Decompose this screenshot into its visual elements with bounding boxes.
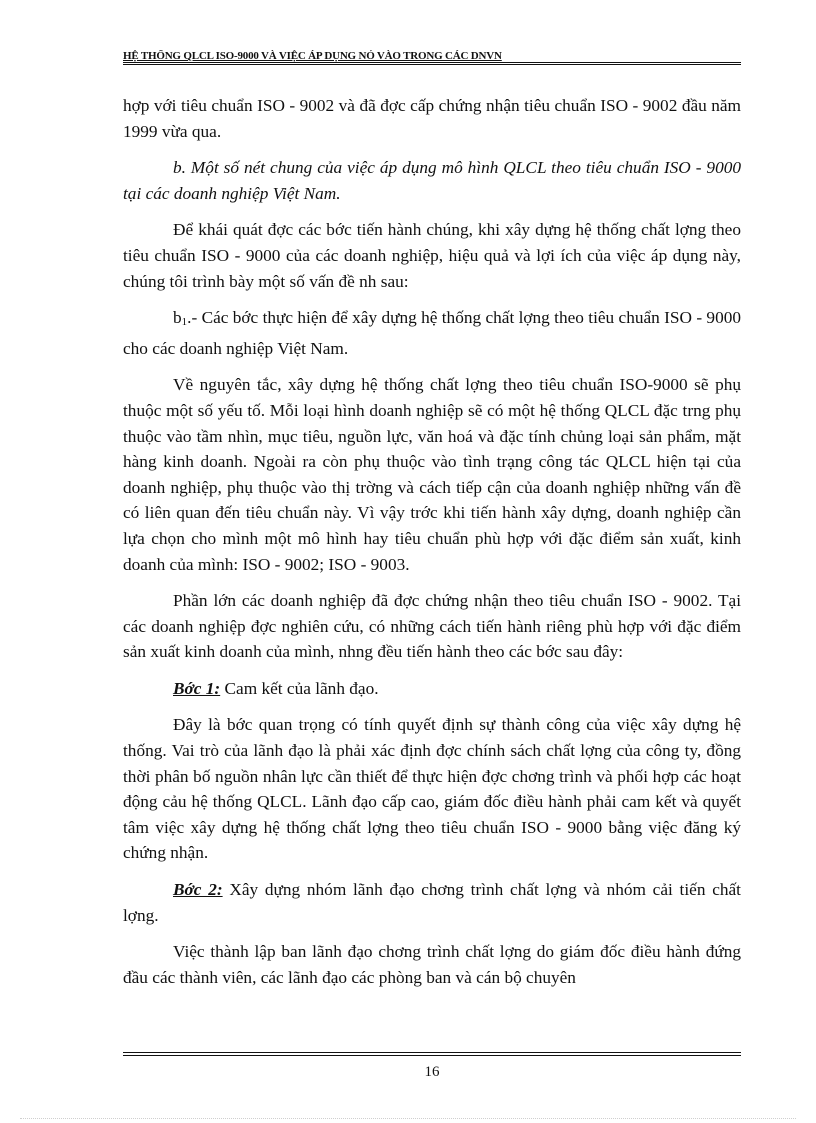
step-1-text: Cam kết của lãnh đạo. [220, 678, 379, 698]
paragraph-1: hợp với tiêu chuẩn ISO - 9002 và đã đợc cấp chứng nhận tiêu chuẩn ISO - 9002 đầu năm 1999 vừa qua. [123, 96, 741, 141]
section-heading-b: b. Một số nét chung của việc áp dụng mô hình QLCL theo tiêu chuẩn ISO - 9000 tại các doanh nghiệp Việt Nam. [123, 158, 741, 203]
b1-subscript: 1 [181, 316, 188, 329]
step-2-label: Bớc 2: [173, 880, 223, 900]
paragraph-6: Phần lớn các doanh nghiệp đã đợc chứng nhận theo tiêu chuẩn ISO - 9002. Tại các doanh nghiệp đợc nghiên cứu, có những cách tiến hành riêng phù hợp với đặc điểm sản xuất kinh doanh của mình, nhng đều tiến hành theo các bớc sau đây: [123, 591, 741, 662]
step-1 [123, 676, 741, 702]
paragraph-5: Về nguyên tắc, xây dựng hệ thống chất lợng theo tiêu chuẩn ISO-9000 sẽ phụ thuộc một số yếu tố. Mỗi loại hình doanh nghiệp sẽ có một hệ thống QLCL đặc trng phụ thuộc vào tầm nhìn, mục tiêu, nguồn lực, văn hoá và đặc tính chủng loại sản phẩm, mặt hàng kinh doanh. Ngoài ra còn phụ thuộc vào tình trạng công tác QLCL hiện tại của doanh nghiệp, phụ thuộc vào thị trờng và cách tiếp cận của doanh nghiệp những vấn đề có liên quan đến tiêu chuẩn này. Vì vậy trớc khi tiến hành xây dựng, doanh nghiệp cần lựa chọn cho mình một mô hình hay tiêu chuẩn phù hợp với đặc điểm sản xuất, kinh doanh của mình: ISO - 9002; ISO - 9003. [123, 375, 741, 574]
page-number: 16 [424, 1064, 440, 1080]
b1-text: .- Các bớc thực hiện để xây dựng hệ thống chất lợng theo tiêu chuẩn ISO - 9000 cho các doanh nghiệp Việt Nam. [123, 308, 741, 358]
subsection-b1 [123, 305, 741, 361]
footer-rule [123, 1052, 741, 1056]
page-bottom-dotted-line [20, 1118, 796, 1119]
step-2 [123, 877, 741, 928]
paragraph-8: Việc thành lập ban lãnh đạo chơng trình chất lợng do giám đốc điều hành đứng đầu các thành viên, các lãnh đạo các phòng ban và cán bộ chuyên [123, 942, 741, 987]
step-2-text: Xây dựng nhóm lãnh đạo chơng trình chất lợng và nhóm cải tiến chất lợng. [123, 880, 741, 925]
header-rule [123, 62, 741, 65]
paragraph-3: Để khái quát đợc các bớc tiến hành chúng, khi xây dựng hệ thống chất lợng theo tiêu chuẩn ISO - 9000 của các doanh nghiệp, hiệu quả và lợi ích của việc áp dụng này, chúng tôi trình bày một số vấn đề nh sau: [123, 220, 741, 291]
b1-prefix: b [173, 308, 182, 328]
running-header: HỆ THỐNG QLCL ISO-9000 VÀ VIỆC ÁP DỤNG NÓ VÀO TRONG CÁC DNVN [123, 50, 502, 62]
page-body [123, 93, 741, 1001]
paragraph-7: Đây là bớc quan trọng có tính quyết định sự thành công của việc xây dựng hệ thống. Vai trò của lãnh đạo là phải xác định đợc chính sách chất lợng của công ty, đồng thời phân bố nguồn nhân lực cần thiết để thực hiện đợc chơng trình và phối hợp các hoạt động cảu hệ thống QLCL. Lãnh đạo cấp cao, giám đốc điều hành phải cam kết và quyết tâm việc xây dựng hệ thống chất lợng theo tiêu chuẩn ISO - 9000 bằng việc đăng ký chứng nhận. [123, 715, 741, 863]
step-1-label: Bớc 1: [173, 678, 221, 698]
